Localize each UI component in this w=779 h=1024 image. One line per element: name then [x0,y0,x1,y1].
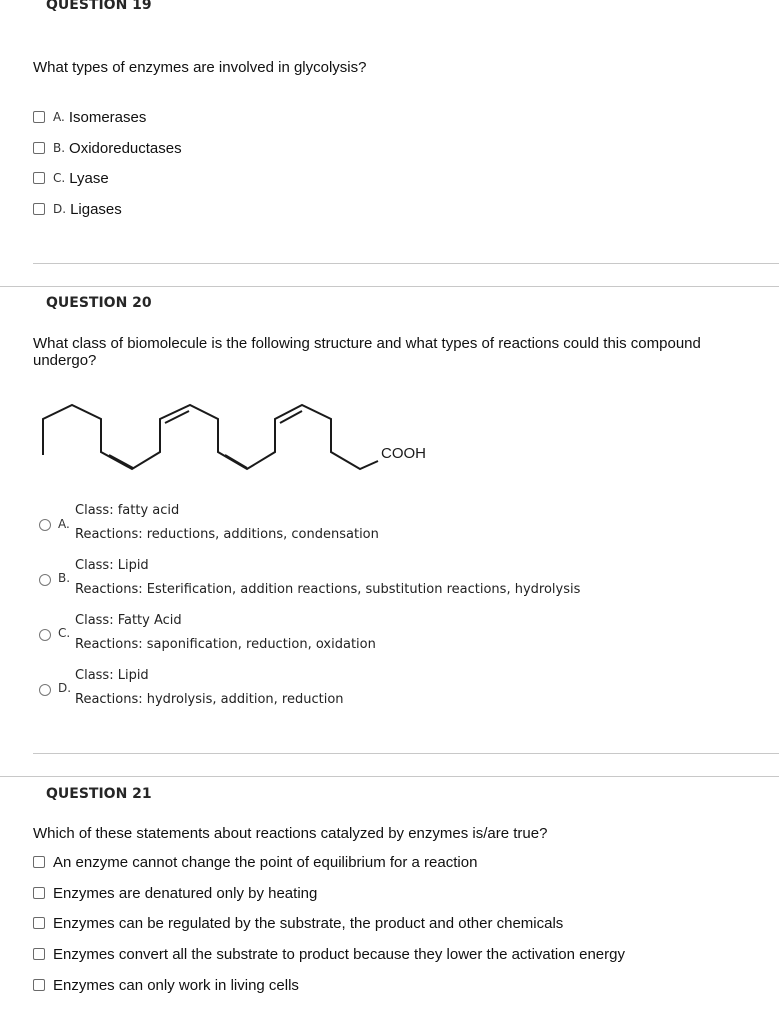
double-bond-line [165,411,189,423]
q20-option-a-reactions: Reactions: reductions, additions, condensation [75,527,379,542]
q20-option-d-reactions: Reactions: hydrolysis, addition, reduction [75,692,344,707]
q20-option-b-class: Class: Lipid [75,558,149,573]
checkbox[interactable] [33,917,45,929]
q20-option-c-radio[interactable] [39,629,51,641]
q19-option-b[interactable] [33,138,182,158]
checkbox[interactable] [33,142,45,154]
option-label: Isomerases [68,108,147,126]
question-19-prompt: What types of enzymes are involved in glycolysis? [33,59,367,76]
checkbox[interactable] [33,887,45,899]
q19-option-c[interactable] [33,168,109,188]
q19-option-a[interactable] [33,107,146,127]
option-letter: C. [53,171,66,185]
checkbox[interactable] [33,948,45,960]
q19-option-d[interactable] [33,199,122,219]
checkbox[interactable] [33,856,45,868]
q21-option-3[interactable] [33,913,563,933]
option-label: Enzymes can only work in living cells [53,976,299,994]
q21-option-4[interactable] [33,944,625,964]
option-letter: A. [58,517,70,531]
fatty-acid-structure [0,380,450,490]
question-separator [0,286,779,287]
option-label: An enzyme cannot change the point of equilibrium for a reaction [53,853,478,871]
option-label: Enzymes convert all the substrate to product because they lower the activation energy [53,945,625,963]
q20-option-d-radio[interactable] [39,684,51,696]
option-letter: D. [53,202,67,216]
option-label: Enzymes are denatured only by heating [53,884,318,902]
q20-option-b-reactions: Reactions: Esterification, addition reactions, substitution reactions, hydrolysis [75,582,581,597]
question-divider [33,263,779,264]
question-20-prompt: What class of biomolecule is the following structure and what types of reactions could this compound undergo? [33,335,701,369]
option-letter: C. [58,626,71,640]
option-label: Oxidoreductases [69,139,182,157]
double-bond-line [109,455,133,468]
option-label: Ligases [70,200,122,218]
question-divider [33,753,779,754]
question-19-title: QUESTION 19 [46,0,152,13]
q21-option-5[interactable] [33,975,299,995]
checkbox[interactable] [33,979,45,991]
question-21-title: QUESTION 21 [46,786,152,802]
option-letter: B. [53,141,66,155]
option-label: Enzymes can be regulated by the substrate, the product and other chemicals [53,914,564,932]
checkbox[interactable] [33,203,45,215]
q20-option-c-class: Class: Fatty Acid [75,613,182,628]
option-label: Lyase [69,169,109,187]
question-separator [0,776,779,777]
q21-option-2[interactable] [33,883,317,903]
q21-option-1[interactable] [33,852,477,872]
double-bond-line [225,455,247,468]
q20-option-a-class: Class: fatty acid [75,503,180,518]
option-letter: A. [53,110,65,124]
option-letter: B. [58,571,71,585]
checkbox[interactable] [33,111,45,123]
checkbox[interactable] [33,172,45,184]
structure-label: COOH [381,445,426,462]
q20-option-d-class: Class: Lipid [75,668,149,683]
double-bond-line [280,411,302,423]
q20-option-c-reactions: Reactions: saponification, reduction, oxidation [75,637,376,652]
option-letter: D. [58,681,72,695]
q20-option-b-radio[interactable] [39,574,51,586]
q20-option-a-radio[interactable] [39,519,51,531]
question-21-prompt: Which of these statements about reactions catalyzed by enzymes is/are true? [33,825,548,842]
question-20-title: QUESTION 20 [46,295,152,311]
